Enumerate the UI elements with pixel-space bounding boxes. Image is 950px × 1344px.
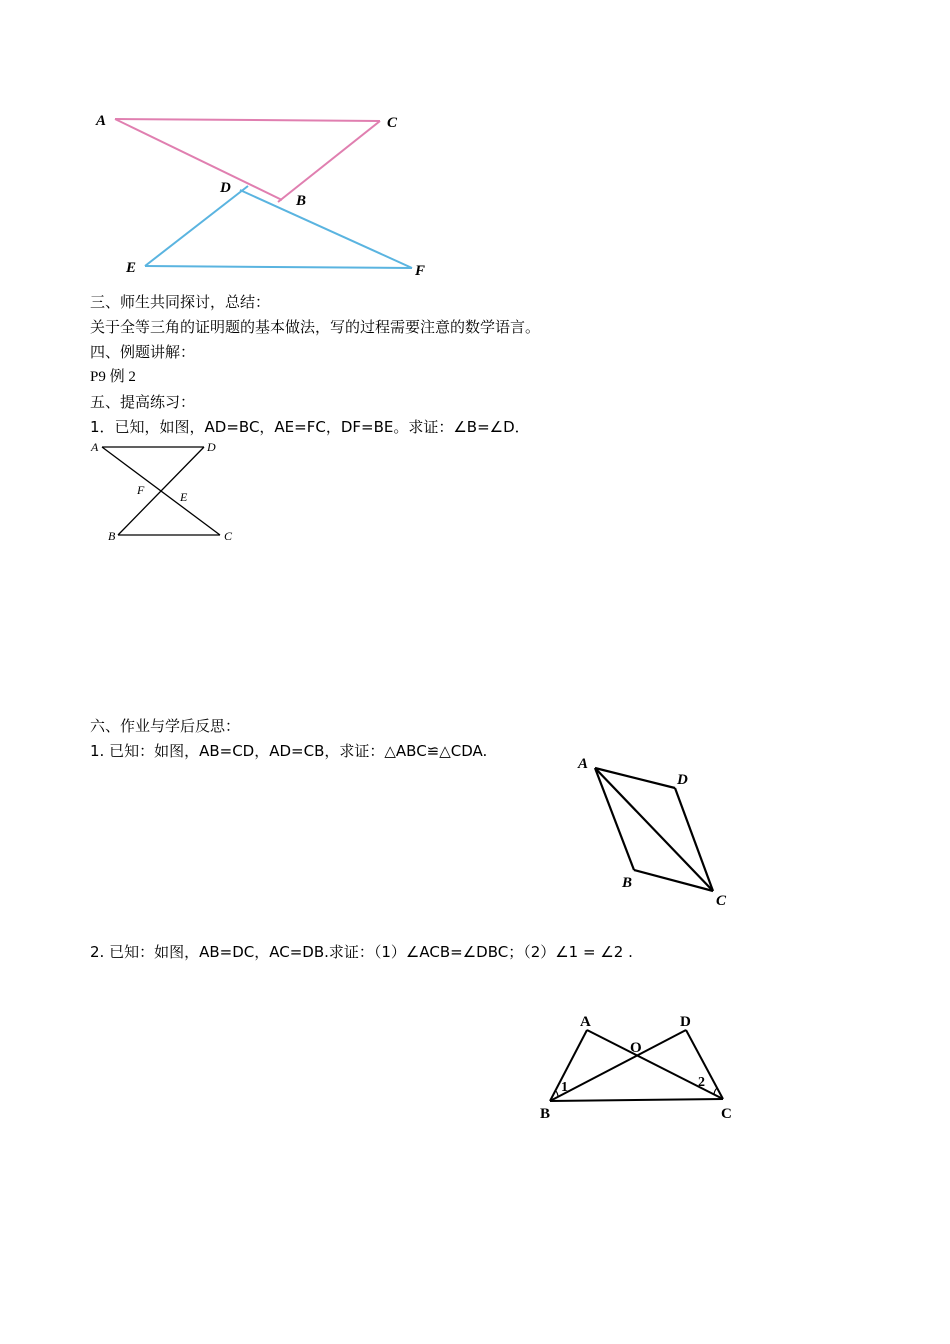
section-3-heading: 三、师生共同探讨，总结：: [90, 293, 271, 311]
label-a: A: [580, 1014, 591, 1030]
label-f: F: [415, 263, 426, 279]
label-b: B: [108, 529, 116, 543]
section-4-body: P9 例 2: [90, 369, 136, 385]
label-e: E: [180, 490, 188, 504]
label-a: A: [91, 440, 99, 454]
section-6-question-1: 1. 已知：如图，AB=CD，AD=CB，求证：△ABC≌△CDA.: [90, 742, 488, 760]
label-b: B: [622, 875, 633, 891]
segment-b-c: [550, 1099, 723, 1101]
label-c: C: [387, 115, 398, 131]
label-b: B: [540, 1106, 551, 1122]
label-d: D: [220, 180, 231, 196]
label-c: C: [224, 529, 233, 543]
label-c: C: [721, 1106, 732, 1122]
label-c: C: [716, 893, 727, 909]
label-a: A: [578, 756, 589, 772]
label-d: D: [677, 772, 688, 788]
angle-1-arc: [555, 1090, 558, 1097]
label-f: F: [137, 483, 145, 497]
label-angle-2: 2: [698, 1075, 705, 1090]
angle-2-arc: [714, 1088, 717, 1095]
label-b: B: [296, 193, 307, 209]
section-6-heading: 六、作业与学后反思：: [90, 717, 241, 735]
section-5-question-1: 1．已知，如图，AD=BC，AE=FC，DF=BE。求证：∠B=∠D．: [90, 418, 530, 436]
section-3-body: 关于全等三角的证明题的基本做法，写的过程需要注意的数学语言。: [90, 318, 541, 336]
label-o: O: [630, 1040, 642, 1056]
label-d: D: [207, 440, 216, 454]
label-e: E: [126, 260, 137, 276]
label-angle-1: 1: [561, 1080, 568, 1095]
section-6-question-2: 2. 已知：如图，AB=DC，AC=DB.求证：（1）∠ACB=∠DBC；（2）∠1 = ∠2 .: [90, 943, 633, 961]
label-a: A: [96, 113, 107, 129]
section-5-heading: 五、提高练习：: [90, 393, 196, 411]
section-4-heading: 四、例题讲解：: [90, 343, 196, 361]
label-d: D: [680, 1014, 691, 1030]
segment-b-d: [550, 1030, 686, 1101]
